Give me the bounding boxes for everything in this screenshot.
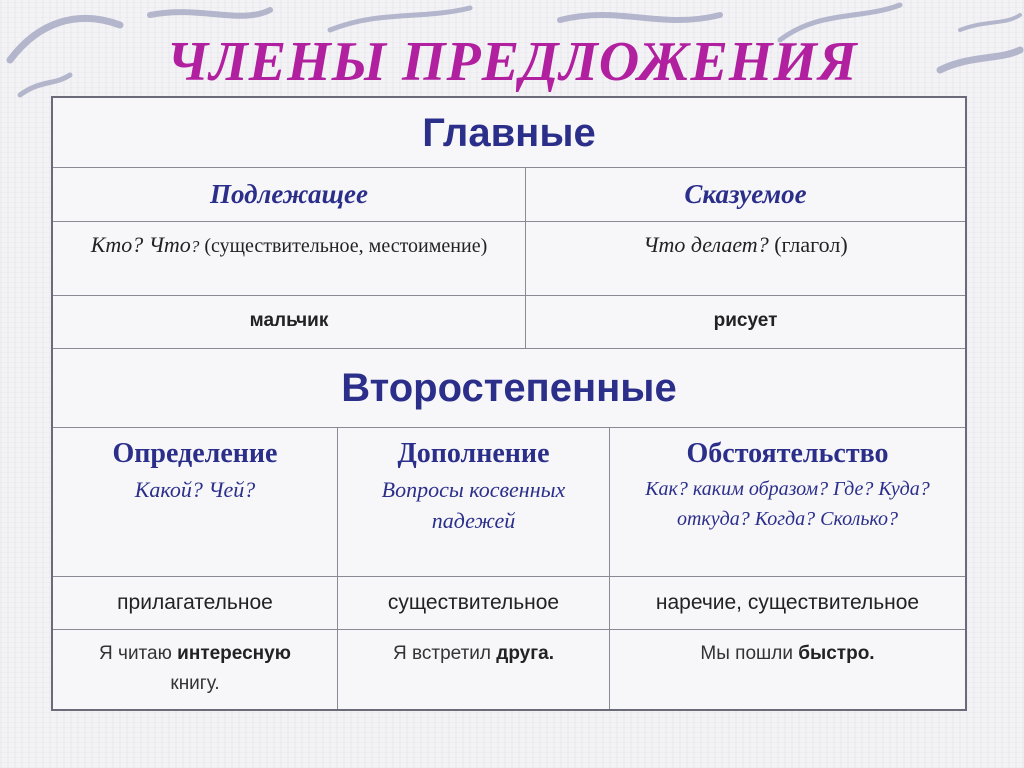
predicate-example: рисует xyxy=(525,296,965,348)
adverbial-questions: Как? каким образом? Где? Куда? откуда? Когда? Сколько? xyxy=(645,478,930,530)
page-title: ЧЛЕНЫ ПРЕДЛОЖЕНИЯ xyxy=(166,31,858,93)
attribute-questions: Какой? Чей? xyxy=(134,477,256,502)
predicate-questions xyxy=(525,222,965,295)
attribute-example-bold: интересную xyxy=(177,643,291,664)
adverbial-example xyxy=(609,630,965,709)
object-example xyxy=(337,630,609,709)
attribute-part-of-speech: прилагательное xyxy=(117,591,273,614)
subject-question-plain: (существительное, местоимение) xyxy=(199,235,488,257)
object-label: Дополнение xyxy=(397,438,550,469)
main-members-examples-row xyxy=(53,296,965,349)
secondary-members-labels-row xyxy=(53,428,965,577)
main-members-header-row xyxy=(53,98,965,168)
predicate-label: Сказуемое xyxy=(525,168,965,221)
main-members-labels-row xyxy=(53,168,965,222)
attribute-example-after: книгу. xyxy=(170,673,220,694)
parts-of-speech-row xyxy=(53,577,965,630)
subject-example: мальчик xyxy=(249,310,329,331)
adverbial-cell xyxy=(609,428,965,576)
subject-questions xyxy=(53,222,525,295)
predicate-question-italic: Что делает? xyxy=(643,232,769,257)
object-part-of-speech: существительное xyxy=(337,577,609,629)
object-cell xyxy=(337,428,609,576)
adverbial-label: Обстоятельство xyxy=(686,438,889,469)
subject-label: Подлежащее xyxy=(209,179,369,209)
main-members-questions-row xyxy=(53,222,965,296)
attribute-example xyxy=(53,630,337,709)
secondary-members-header-row xyxy=(53,349,965,428)
attribute-label: Определение xyxy=(112,438,278,469)
predicate-question-plain: (глагол) xyxy=(768,232,848,257)
attribute-cell xyxy=(53,428,337,576)
object-example-bold: друга. xyxy=(496,643,555,664)
adverbial-example-before: Мы пошли xyxy=(700,643,799,664)
attribute-example-before: Я читаю xyxy=(99,643,178,664)
sentence-members-table xyxy=(51,96,967,711)
secondary-members-heading: Второстепенные xyxy=(341,366,677,410)
object-questions: Вопросы косвенных падежей xyxy=(381,477,566,533)
object-example-before: Я встретил xyxy=(392,643,497,664)
examples-row xyxy=(53,630,965,709)
main-members-heading: Главные xyxy=(422,111,596,155)
adverbial-part-of-speech: наречие, существительное xyxy=(609,577,965,629)
subject-question-italic: Кто? Что xyxy=(90,232,191,257)
subject-question-mark: ? xyxy=(190,237,200,256)
adverbial-example-bold: быстро. xyxy=(798,643,875,664)
